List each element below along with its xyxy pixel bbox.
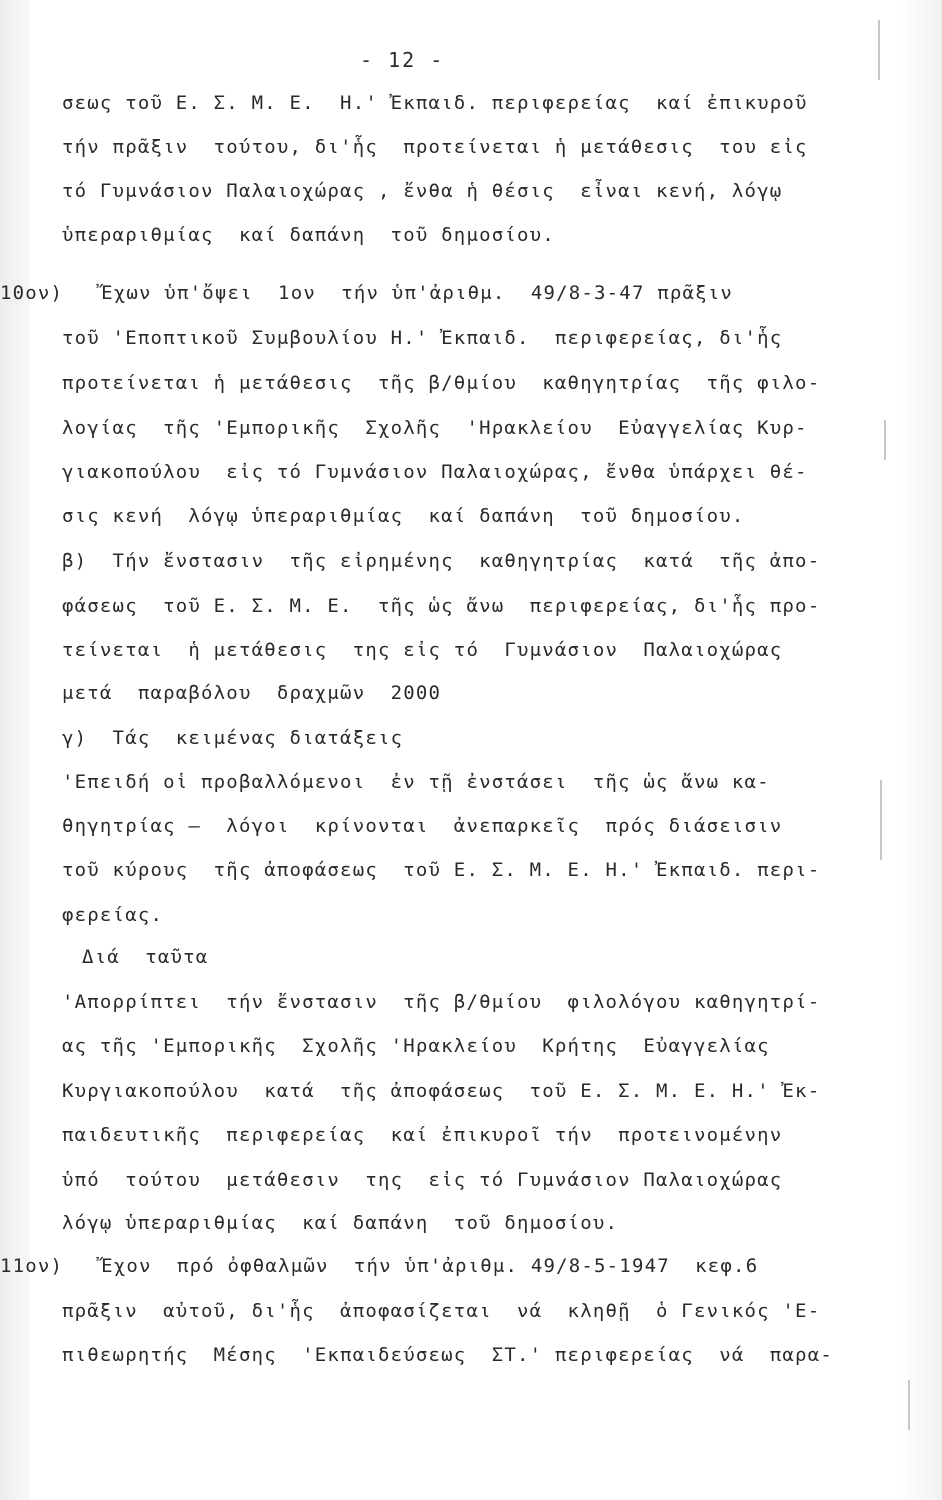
margin-mark bbox=[884, 420, 886, 460]
text-line: τείνεται ἡ μετάθεσις της εἰς τό Γυμνάσιον Παλαιοχώρας bbox=[62, 639, 783, 661]
text-line: φερείας. bbox=[62, 904, 164, 926]
text-line: φάσεως τοῦ Ε. Σ. Μ. Ε. τῆς ὡς ἄνω περιφερείας, δι'ἧς προ- bbox=[62, 595, 821, 617]
text-line: παιδευτικῆς περιφερείας καί ἐπικυροῖ τήν προτεινομένην bbox=[62, 1124, 783, 1146]
text-line: τό Γυμνάσιον Παλαιοχώρας , ἔνθα ἡ θέσις εἶναι κενή, λόγῳ bbox=[62, 180, 783, 202]
text-line: λόγῳ ὑπεραριθμίας καί δαπάνη τοῦ δημοσίου. bbox=[62, 1212, 619, 1234]
text-line: τήν πρᾶξιν τούτου, δι'ἧς προτείνεται ἡ μετάθεσις του εἰς bbox=[62, 136, 808, 158]
margin-mark bbox=[908, 1380, 910, 1430]
text-line: σεως τοῦ Ε. Σ. Μ. Ε. Η.' Ἐκπαιδ. περιφερείας καί ἐπικυροῦ bbox=[62, 92, 808, 114]
text-line: 10ον) Ἔχων ὑπ'ὄψει 1ον τήν ὑπ'ἀριθμ. 49/8-3-47 πρᾶξιν bbox=[0, 282, 734, 304]
text-line: 'Απορρίπτει τήν ἔνστασιν τῆς β/θμίου φιλολόγου καθηγητρί- bbox=[62, 991, 821, 1013]
text-line: θηγητρίας — λόγοι κρίνονται ἀνεπαρκεῖς πρός διάσεισιν bbox=[62, 815, 783, 837]
text-line: πρᾶξιν αὐτοῦ, δι'ἧς ἀποφασίζεται νά κληθῇ ὁ Γενικός 'Ε- bbox=[62, 1300, 821, 1322]
margin-mark bbox=[878, 20, 880, 80]
text-line: γ) Τάς κειμένας διατάξεις bbox=[62, 727, 404, 749]
text-line: 'Επειδή οἱ προβαλλόμενοι ἐν τῇ ἐνστάσει τῆς ὡς ἄνω κα- bbox=[62, 771, 770, 793]
text-line: γιακοπούλου εἰς τό Γυμνάσιον Παλαιοχώρας, ἔνθα ὑπάρχει θέ- bbox=[62, 461, 808, 483]
page-number: - 12 - bbox=[360, 48, 445, 72]
text-line: β) Τήν ἔνστασιν τῆς εἰρημένης καθηγητρίας κατά τῆς ἀπο- bbox=[62, 550, 821, 572]
text-line: πιθεωρητής Μέσης 'Εκπαιδεύσεως ΣΤ.' περιφερείας νά παρα- bbox=[62, 1344, 833, 1366]
margin-mark bbox=[880, 780, 882, 860]
text-line: τοῦ κύρους τῆς ἀποφάσεως τοῦ Ε. Σ. Μ. Ε. Η.' Ἐκπαιδ. περι- bbox=[62, 859, 821, 881]
text-line: ας τῆς 'Εμπορικῆς Σχολῆς 'Ηρακλείου Κρήτης Εὐαγγελίας bbox=[62, 1035, 770, 1057]
text-line: τοῦ 'Εποπτικοῦ Συμβουλίου Η.' Ἐκπαιδ. περιφερείας, δι'ἧς bbox=[62, 327, 783, 349]
text-line: σις κενή λόγῳ ὑπεραριθμίας καί δαπάνη τοῦ δημοσίου. bbox=[62, 505, 745, 527]
text-line: 11ον) Ἔχον πρό ὀφθαλμῶν τήν ὑπ'ἀριθμ. 49/8-5-1947 κεφ.6 bbox=[0, 1255, 759, 1277]
text-line: μετά παραβόλου δραχμῶν 2000 bbox=[62, 682, 442, 704]
text-line: λογίας τῆς 'Εμπορικῆς Σχολῆς 'Ηρακλείου Εὐαγγελίας Κυρ- bbox=[62, 417, 808, 439]
text-line: προτείνεται ἡ μετάθεσις τῆς β/θμίου καθηγητρίας τῆς φιλο- bbox=[62, 372, 821, 394]
text-line: ὑπεραριθμίας καί δαπάνη τοῦ δημοσίου. bbox=[62, 224, 555, 246]
text-line: Κυργιακοπούλου κατά τῆς ἀποφάσεως τοῦ Ε. Σ. Μ. Ε. Η.' Ἐκ- bbox=[62, 1080, 821, 1102]
text-line: Διά ταῦτα bbox=[82, 946, 209, 968]
text-line: ὑπό τούτου μετάθεσιν της εἰς τό Γυμνάσιον Παλαιοχώρας bbox=[62, 1169, 783, 1191]
